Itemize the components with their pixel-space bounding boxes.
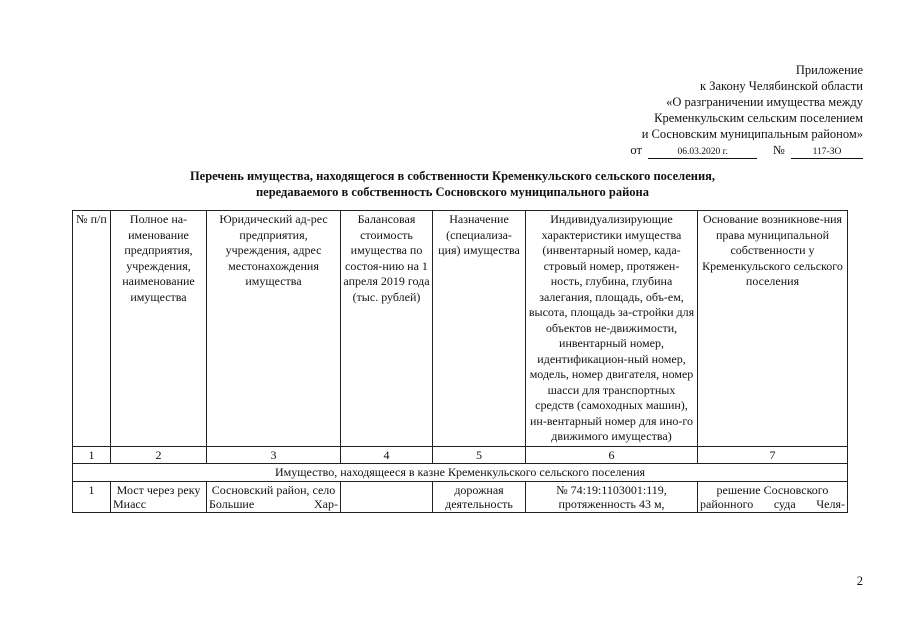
appendix-line: Кременкульским сельским поселением	[654, 111, 863, 125]
header-cell: Индивидуализирующие характеристики имущества (инвентарный номер, када-стровый номер, протяжен-ность, глубина, глубина залегания, площадь, объ-ем, высота, площадь за-стройки для объектов не-движимости, инвентарный номер, идентификацион-ный номер, модель, номер двигателя, номер шасси для транспортных средств (самоходных машин), ин-вентарный номер для ино-го движимого имущества)	[526, 211, 698, 447]
column-number: 6	[526, 446, 698, 463]
row-characteristics: № 74:19:1103001:119, протяженность 43 м,	[526, 482, 698, 513]
header-cell: Полное на-именование предприятия, учреждения, наименование имущества	[111, 211, 207, 447]
law-number: 117-ЗО	[791, 147, 863, 159]
column-number: 7	[698, 446, 848, 463]
header-cell: Балансовая стоимость имущества по состоя-нию на 1 апреля 2019 года (тыс. рублей)	[341, 211, 433, 447]
document-title	[0, 168, 905, 200]
row-basis: решение Сосновского районного суда Челя-	[698, 482, 848, 513]
title-line-1: Перечень имущества, находящегося в собственности Кременкульского сельского поселения,	[189, 169, 716, 183]
header-cell: Назначение (специализа-ция) имущества	[433, 211, 526, 447]
title-line-2: передаваемого в собственность Сосновского муниципального района	[255, 185, 650, 199]
appendix-line: «О разграничении имущества между	[666, 95, 863, 109]
column-number-row	[73, 446, 848, 463]
law-date: 06.03.2020 г.	[648, 147, 757, 159]
column-number: 4	[341, 446, 433, 463]
column-number: 2	[111, 446, 207, 463]
row-purpose: дорожная деятельность	[433, 482, 526, 513]
appendix-line: Приложение	[795, 63, 863, 77]
section-row	[73, 463, 848, 482]
section-title: Имущество, находящееся в казне Кременкульского сельского поселения	[73, 463, 848, 482]
number-label: №	[772, 143, 785, 157]
row-value	[341, 482, 433, 513]
row-address: Сосновский район, село Большие Хар-	[207, 482, 341, 513]
column-number: 5	[433, 446, 526, 463]
column-number: 3	[207, 446, 341, 463]
appendix-block	[630, 62, 863, 159]
header-cell: № п/п	[73, 211, 111, 447]
column-number: 1	[73, 446, 111, 463]
from-label: от	[630, 143, 642, 157]
appendix-line: и Сосновским муниципальным районом»	[641, 127, 863, 141]
appendix-line: к Закону Челябинской области	[700, 79, 863, 93]
header-cell: Основание возникнове-ния права муниципальной собственности у Кременкульского сельского поселения	[698, 211, 848, 447]
row-number: 1	[73, 482, 111, 513]
property-table	[72, 210, 848, 513]
row-name: Мост через реку Миасс	[111, 482, 207, 513]
page-number: 2	[856, 574, 863, 588]
law-date-line	[630, 142, 863, 159]
header-row	[73, 211, 848, 447]
table-row	[73, 482, 848, 513]
header-cell: Юридический ад-рес предприятия, учреждения, адрес местонахождения имущества	[207, 211, 341, 447]
